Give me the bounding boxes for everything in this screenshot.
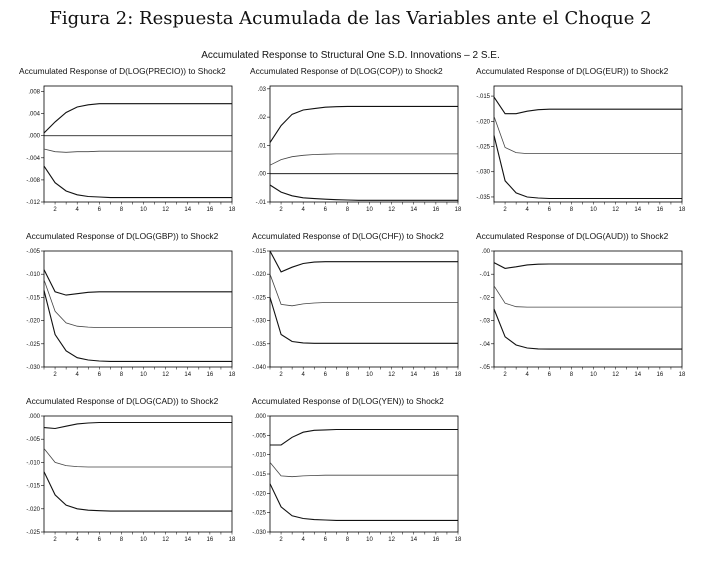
y-tick-label: -.015 xyxy=(252,249,266,255)
x-tick-label: 2 xyxy=(279,207,283,213)
y-tick-label: -.035 xyxy=(476,194,490,201)
x-tick-label: 16 xyxy=(206,372,214,378)
confidence-band-line xyxy=(44,166,232,198)
y-tick-label: -.020 xyxy=(26,506,40,513)
confidence-band-line xyxy=(44,104,232,133)
x-tick-label: 4 xyxy=(75,372,79,378)
y-tick-label: .00 xyxy=(481,249,490,255)
y-tick-label: -.025 xyxy=(476,144,490,151)
x-tick-label: 4 xyxy=(301,372,305,378)
plot-frame xyxy=(44,251,232,367)
y-tick-label: -.010 xyxy=(252,452,266,459)
plot-cad xyxy=(18,410,248,560)
x-tick-label: 4 xyxy=(75,537,79,543)
x-tick-label: 18 xyxy=(454,537,462,543)
x-tick-label: 14 xyxy=(184,207,192,213)
y-tick-label: .000 xyxy=(254,414,266,420)
chart-suptitle: Accumulated Response to Structural One S.D. Innovations – 2 S.E. xyxy=(201,50,500,61)
x-tick-label: 8 xyxy=(569,207,574,213)
response-line xyxy=(44,449,232,468)
plot-cop xyxy=(244,80,474,230)
y-tick-label: -.005 xyxy=(252,433,266,440)
y-tick-label: -.01 xyxy=(479,272,490,279)
x-tick-label: 12 xyxy=(388,537,395,543)
y-tick-label: -.025 xyxy=(26,530,40,536)
y-tick-label: -.005 xyxy=(26,437,40,444)
y-tick-label: .004 xyxy=(28,111,40,118)
x-tick-label: 12 xyxy=(612,372,619,378)
x-tick-label: 18 xyxy=(678,372,686,378)
panel-title: Accumulated Response of D(LOG(CAD)) to Shock2 xyxy=(26,396,219,406)
y-tick-label: -.015 xyxy=(252,472,266,478)
y-tick-label: .01 xyxy=(257,143,266,150)
x-tick-label: 4 xyxy=(75,207,79,213)
x-tick-label: 2 xyxy=(53,372,57,378)
x-tick-label: 8 xyxy=(119,372,124,378)
response-line xyxy=(270,154,458,165)
x-tick-label: 4 xyxy=(301,537,305,543)
plot-yen xyxy=(244,410,474,560)
y-tick-label: -.010 xyxy=(26,460,40,467)
y-tick-label: .02 xyxy=(257,115,266,122)
plot-aud xyxy=(468,245,698,395)
y-tick-label: -.010 xyxy=(26,272,40,279)
panel-title: Accumulated Response of D(LOG(EUR)) to Shock2 xyxy=(476,66,669,76)
panel-title: Accumulated Response of D(LOG(GBP)) to Shock2 xyxy=(26,231,219,241)
x-tick-label: 10 xyxy=(366,372,373,378)
x-tick-label: 2 xyxy=(503,372,507,378)
x-tick-label: 2 xyxy=(53,207,57,213)
confidence-band-line xyxy=(270,484,458,521)
plot-gbp xyxy=(18,245,248,395)
x-tick-label: 18 xyxy=(454,207,462,213)
plot-precio xyxy=(18,80,248,230)
y-tick-label: -.05 xyxy=(479,365,490,371)
x-tick-label: 6 xyxy=(97,537,101,543)
y-tick-label: -.025 xyxy=(252,295,266,302)
x-tick-label: 16 xyxy=(206,537,214,543)
x-tick-label: 12 xyxy=(162,207,169,213)
y-tick-label: -.015 xyxy=(26,483,40,490)
y-tick-label: -.012 xyxy=(26,200,40,206)
plot-frame xyxy=(44,416,232,532)
panel-title: Accumulated Response of D(LOG(YEN)) to Shock2 xyxy=(252,396,444,406)
x-tick-label: 16 xyxy=(656,207,664,213)
response-line xyxy=(44,149,232,152)
confidence-band-line xyxy=(270,297,458,343)
x-tick-label: 6 xyxy=(547,207,551,213)
y-tick-label: .008 xyxy=(28,89,40,96)
x-tick-label: 14 xyxy=(410,207,418,213)
plot-frame xyxy=(494,86,682,202)
y-tick-label: -.005 xyxy=(26,249,40,255)
y-tick-label: -.015 xyxy=(476,94,490,101)
x-tick-label: 10 xyxy=(366,537,373,543)
x-tick-label: 4 xyxy=(525,372,529,378)
x-tick-label: 12 xyxy=(388,372,395,378)
figure-title: Figura 2: Respuesta Acumulada de las Variables ante el Choque 2 xyxy=(49,8,652,29)
x-tick-label: 14 xyxy=(410,537,418,543)
confidence-band-line xyxy=(270,251,458,272)
x-tick-label: 12 xyxy=(388,207,395,213)
y-tick-label: -.004 xyxy=(26,155,40,162)
confidence-band-line xyxy=(270,430,458,446)
panel-title: Accumulated Response of D(LOG(AUD)) to Shock2 xyxy=(476,231,669,241)
x-tick-label: 8 xyxy=(345,207,350,213)
response-line xyxy=(494,116,682,153)
confidence-band-line xyxy=(494,135,682,198)
x-tick-label: 2 xyxy=(279,372,283,378)
x-tick-label: 14 xyxy=(184,537,192,543)
x-tick-label: 2 xyxy=(279,537,283,543)
confidence-band-line xyxy=(494,263,682,269)
x-tick-label: 16 xyxy=(656,372,664,378)
x-tick-label: 8 xyxy=(119,537,124,543)
y-tick-label: .000 xyxy=(28,414,40,420)
x-tick-label: 18 xyxy=(454,372,462,378)
y-tick-label: -.040 xyxy=(252,365,266,371)
y-tick-label: .00 xyxy=(257,171,266,178)
panel-title: Accumulated Response of D(LOG(COP)) to Shock2 xyxy=(250,66,443,76)
confidence-band-line xyxy=(494,309,682,349)
x-tick-label: 14 xyxy=(634,372,642,378)
y-tick-label: -.025 xyxy=(252,510,266,517)
x-tick-label: 4 xyxy=(301,207,305,213)
x-tick-label: 10 xyxy=(140,372,147,378)
x-tick-label: 12 xyxy=(162,537,169,543)
x-tick-label: 8 xyxy=(345,372,350,378)
confidence-band-line xyxy=(44,290,232,361)
panel-title: Accumulated Response of D(LOG(CHF)) to Shock2 xyxy=(252,231,444,241)
x-tick-label: 2 xyxy=(503,207,507,213)
response-line xyxy=(494,286,682,307)
x-tick-label: 16 xyxy=(206,207,214,213)
x-tick-label: 16 xyxy=(432,207,440,213)
y-tick-label: -.020 xyxy=(26,318,40,325)
x-tick-label: 6 xyxy=(323,372,327,378)
confidence-band-line xyxy=(494,97,682,114)
x-tick-label: 14 xyxy=(410,372,418,378)
y-tick-label: -.020 xyxy=(476,119,490,126)
x-tick-label: 16 xyxy=(432,537,440,543)
plot-frame xyxy=(270,251,458,367)
x-tick-label: 6 xyxy=(323,537,327,543)
y-tick-label: -.030 xyxy=(26,365,40,371)
x-tick-label: 10 xyxy=(590,372,597,378)
y-tick-label: -.03 xyxy=(479,318,490,325)
confidence-band-line xyxy=(270,106,458,142)
x-tick-label: 12 xyxy=(612,207,619,213)
y-tick-label: -.030 xyxy=(252,530,266,536)
y-tick-label: -.030 xyxy=(476,169,490,176)
plot-chf xyxy=(244,245,474,395)
x-tick-label: 16 xyxy=(432,372,440,378)
x-tick-label: 18 xyxy=(228,207,236,213)
x-tick-label: 8 xyxy=(119,207,124,213)
y-tick-label: -.01 xyxy=(255,200,266,206)
x-tick-label: 6 xyxy=(97,207,101,213)
y-tick-label: -.025 xyxy=(26,341,40,348)
x-tick-label: 10 xyxy=(140,207,147,213)
x-tick-label: 18 xyxy=(678,207,686,213)
x-tick-label: 14 xyxy=(634,207,642,213)
confidence-band-line xyxy=(44,423,232,429)
x-tick-label: 18 xyxy=(228,537,236,543)
x-tick-label: 2 xyxy=(53,537,57,543)
confidence-band-line xyxy=(44,472,232,511)
x-tick-label: 10 xyxy=(590,207,597,213)
x-tick-label: 6 xyxy=(97,372,101,378)
y-tick-label: -.04 xyxy=(479,341,490,348)
response-line xyxy=(270,462,458,476)
response-line xyxy=(44,280,232,328)
y-tick-label: -.035 xyxy=(252,341,266,348)
y-tick-label: .03 xyxy=(257,86,266,93)
x-tick-label: 12 xyxy=(162,372,169,378)
x-tick-label: 10 xyxy=(366,207,373,213)
plot-frame xyxy=(270,86,458,202)
x-tick-label: 18 xyxy=(228,372,236,378)
x-tick-label: 6 xyxy=(547,372,551,378)
y-tick-label: -.015 xyxy=(26,295,40,302)
response-line xyxy=(270,274,458,306)
y-tick-label: -.02 xyxy=(479,295,490,302)
x-tick-label: 8 xyxy=(569,372,574,378)
x-tick-label: 8 xyxy=(345,537,350,543)
x-tick-label: 10 xyxy=(140,537,147,543)
x-tick-label: 6 xyxy=(323,207,327,213)
y-tick-label: -.020 xyxy=(252,491,266,498)
plot-eur xyxy=(468,80,698,230)
confidence-band-line xyxy=(44,270,232,296)
x-tick-label: 14 xyxy=(184,372,192,378)
panel-title: Accumulated Response of D(LOG(PRECIO)) to Shock2 xyxy=(19,66,226,76)
y-tick-label: .000 xyxy=(28,133,40,140)
y-tick-label: -.008 xyxy=(26,177,40,184)
x-tick-label: 4 xyxy=(525,207,529,213)
confidence-band-line xyxy=(270,185,458,200)
plot-frame xyxy=(270,416,458,532)
y-tick-label: -.030 xyxy=(252,318,266,325)
y-tick-label: -.020 xyxy=(252,272,266,279)
